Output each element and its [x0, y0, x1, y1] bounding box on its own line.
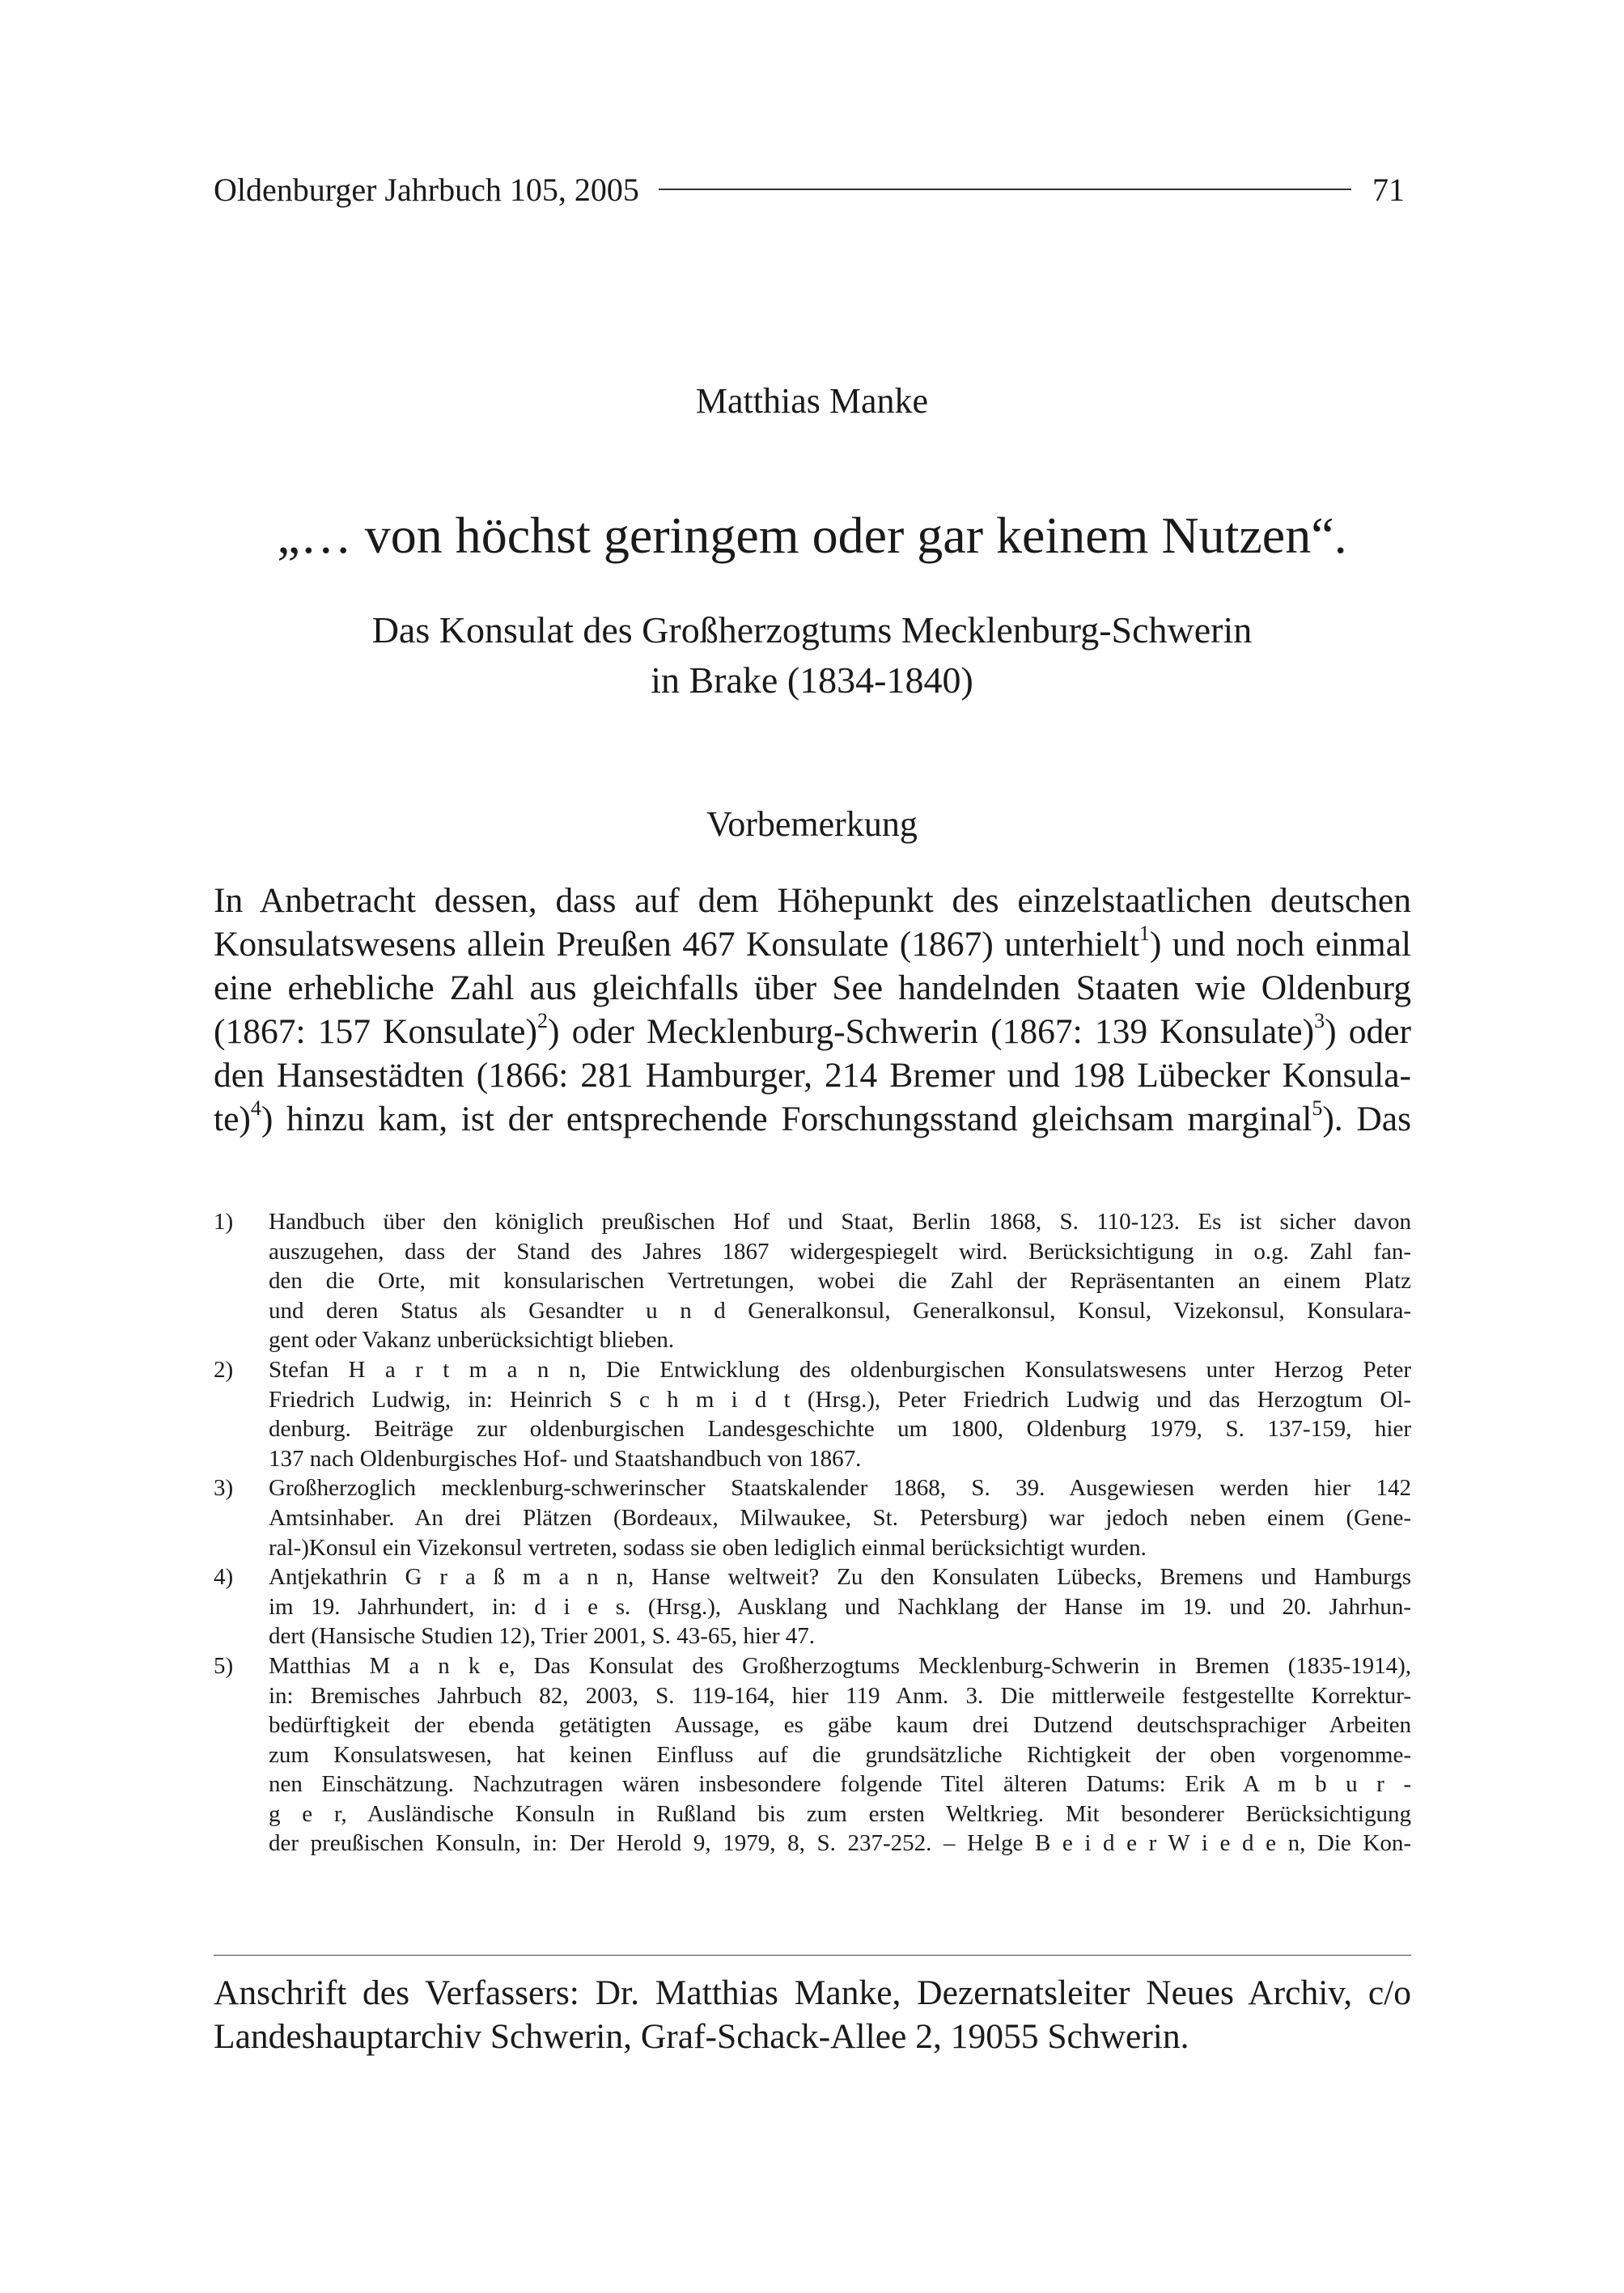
body-line: In Anbetracht dessen, dass auf dem Höhepunkt des einzelstaatlichen deutschen: [214, 881, 1411, 920]
footnote-ref: 2: [536, 1008, 548, 1032]
footnote-line: den die Orte, mit konsularischen Vertretungen, wobei die Zahl der Repräsentanten an einem Platz: [269, 1268, 1411, 1295]
journal-name: Oldenburger Jahrbuch 105, 2005: [214, 171, 639, 208]
body-line: Konsulatswesens allein Preußen 467 Konsulate (1867) unterhielt$^1$) und noch einmal: [214, 921, 1411, 964]
article-subtitle: [0, 605, 1624, 706]
footnote-line: der preußischen Konsuln, in: Der Herold 9, 1979, 8, S. 237-252. – Helge B e i d e r W i e d e n, Die Kon-: [269, 1830, 1411, 1857]
footnote-line: nen Einschätzung. Nachzutragen wären insbesondere folgende Titel älteren Datums: Erik A m b u r -: [269, 1771, 1411, 1798]
footnote-ref: 5: [1312, 1096, 1323, 1120]
footnote-number: 1): [214, 1209, 234, 1235]
body-line: te)$^4$) hinzu kam, ist der entsprechende Forschungsstand gleichsam marginal$^5$). Das: [214, 1096, 1412, 1138]
address-line: Landeshauptarchiv Schwerin, Graf-Schack-Allee 2, 19055 Schwerin.: [214, 2017, 1189, 2056]
article-title: „… von höchst geringem oder gar keinem Nutzen“.: [277, 506, 1347, 564]
footnotes: [214, 1207, 1411, 1859]
footnote-line: auszugehen, dass der Stand des Jahres 1867 widergespiegelt wird. Berücksichtigung in o.g. Zahl fan-: [269, 1238, 1411, 1265]
footnote-line: Handbuch über den königlich preußischen Hof und Staat, Berlin 1868, S. 110-123. Es ist sicher davon: [269, 1209, 1411, 1235]
footnote: [214, 1207, 1411, 1355]
footnote-line: bedürftigkeit der ebenda getätigten Aussage, es gäbe kaum drei Dutzend deutschsprachiger Arbeiten: [269, 1712, 1411, 1739]
footnote: [214, 1562, 1411, 1651]
footnote-line: und deren Status als Gesandter u n d Generalkonsul, Generalkonsul, Konsul, Vizekonsul, Konsulara-: [269, 1297, 1411, 1324]
footnote-line: Friedrich Ludwig, in: Heinrich S c h m i d t (Hrsg.), Peter Friedrich Ludwig und das Herzogtum Ol-: [269, 1386, 1411, 1413]
body-line: (1867: 157 Konsulate)$^2$) oder Mecklenburg-Schwerin (1867: 139 Konsulate)$^3$) oder: [214, 1008, 1411, 1051]
footnote-line: 137 nach Oldenburgisches Hof- und Staatshandbuch von 1867.: [269, 1445, 862, 1472]
footnote-line: Antjekathrin G r a ß m a n n, Hanse weltweit? Zu den Konsulaten Lübecks, Bremens und Hamburgs: [269, 1564, 1411, 1591]
footnote-line: Matthias M a n k e, Das Konsulat des Großherzogtums Mecklenburg-Schwerin in Bremen (1835-1914),: [269, 1652, 1411, 1679]
footnote-ref: 4: [250, 1096, 261, 1120]
article-author: Matthias Manke: [695, 381, 929, 421]
footnote-line: gent oder Vakanz unberücksichtigt blieben.: [269, 1327, 675, 1354]
footnote-number: 4): [214, 1564, 234, 1591]
footnote-line: denburg. Beiträge zur oldenburgischen Landesgeschichte um 1800, Oldenburg 1979, S. 137-159, hier: [269, 1416, 1411, 1443]
running-header: [214, 167, 1405, 212]
footnote-line: Großherzoglich mecklenburg-schwerinscher Staatskalender 1868, S. 39. Ausgewiesen werden hier 142: [269, 1475, 1411, 1502]
footnote: [214, 1473, 1411, 1562]
footnote-ref: 1: [1138, 921, 1150, 945]
address-line: Anschrift des Verfassers: Dr. Matthias Manke, Dezernatsleiter Neues Archiv, c/o: [214, 1973, 1411, 2012]
author-address: [214, 1971, 1411, 2058]
footnote-line: in: Bremisches Jahrbuch 82, 2003, S. 119-164, hier 119 Anm. 3. Die mittlerweile festgestellte Korrektur-: [269, 1682, 1411, 1709]
footnote-line: Amtsinhaber. An drei Plätzen (Bordeaux, Milwaukee, St. Petersburg) war jedoch neben einem (Gene-: [269, 1504, 1411, 1531]
address-divider: [214, 1955, 1411, 1956]
footnote-number: 3): [214, 1475, 234, 1502]
footnote-ref: 3: [1314, 1008, 1325, 1032]
page-number: 71: [1372, 171, 1405, 208]
body-line: den Hansestädten (1866: 281 Hamburger, 214 Bremer und 198 Lübecker Konsula-: [214, 1056, 1411, 1095]
body-line: eine erhebliche Zahl aus gleichfalls über See handelnden Staaten wie Oldenburg: [214, 968, 1411, 1007]
footnote-line: g e r, Ausländische Konsuln in Rußland bis zum ersten Weltkrieg. Mit besonderer Berücksichtigung: [269, 1800, 1411, 1827]
header-rule: [659, 189, 1351, 190]
footnote-line: Stefan H a r t m a n n, Die Entwicklung des oldenburgischen Konsulatswesens unter Herzog Peter: [269, 1356, 1411, 1383]
footnote: [214, 1651, 1411, 1859]
footnote-number: 2): [214, 1356, 234, 1383]
footnote: [214, 1355, 1411, 1473]
subtitle-line: Das Konsulat des Großherzogtums Mecklenburg-Schwerin: [371, 609, 1253, 651]
body-paragraph: [214, 879, 1411, 1141]
footnote-number: 5): [214, 1652, 234, 1679]
footnote-line: im 19. Jahrhundert, in: d i e s. (Hrsg.), Ausklang und Nachklang der Hanse im 19. und 20. Jahrhun-: [269, 1593, 1411, 1620]
section-heading: Vorbemerkung: [706, 804, 918, 844]
footnote-line: zum Konsulatswesen, hat keinen Einfluss auf die grundsätzliche Richtigkeit der oben vorgenomme-: [269, 1741, 1411, 1768]
footnote-line: ral-)Konsul ein Vizekonsul vertreten, sodass sie oben lediglich einmal berücksichtigt wurden.: [269, 1534, 1147, 1561]
footnote-line: dert (Hansische Studien 12), Trier 2001, S. 43-65, hier 47.: [269, 1623, 815, 1650]
subtitle-line: in Brake (1834-1840): [651, 659, 973, 701]
